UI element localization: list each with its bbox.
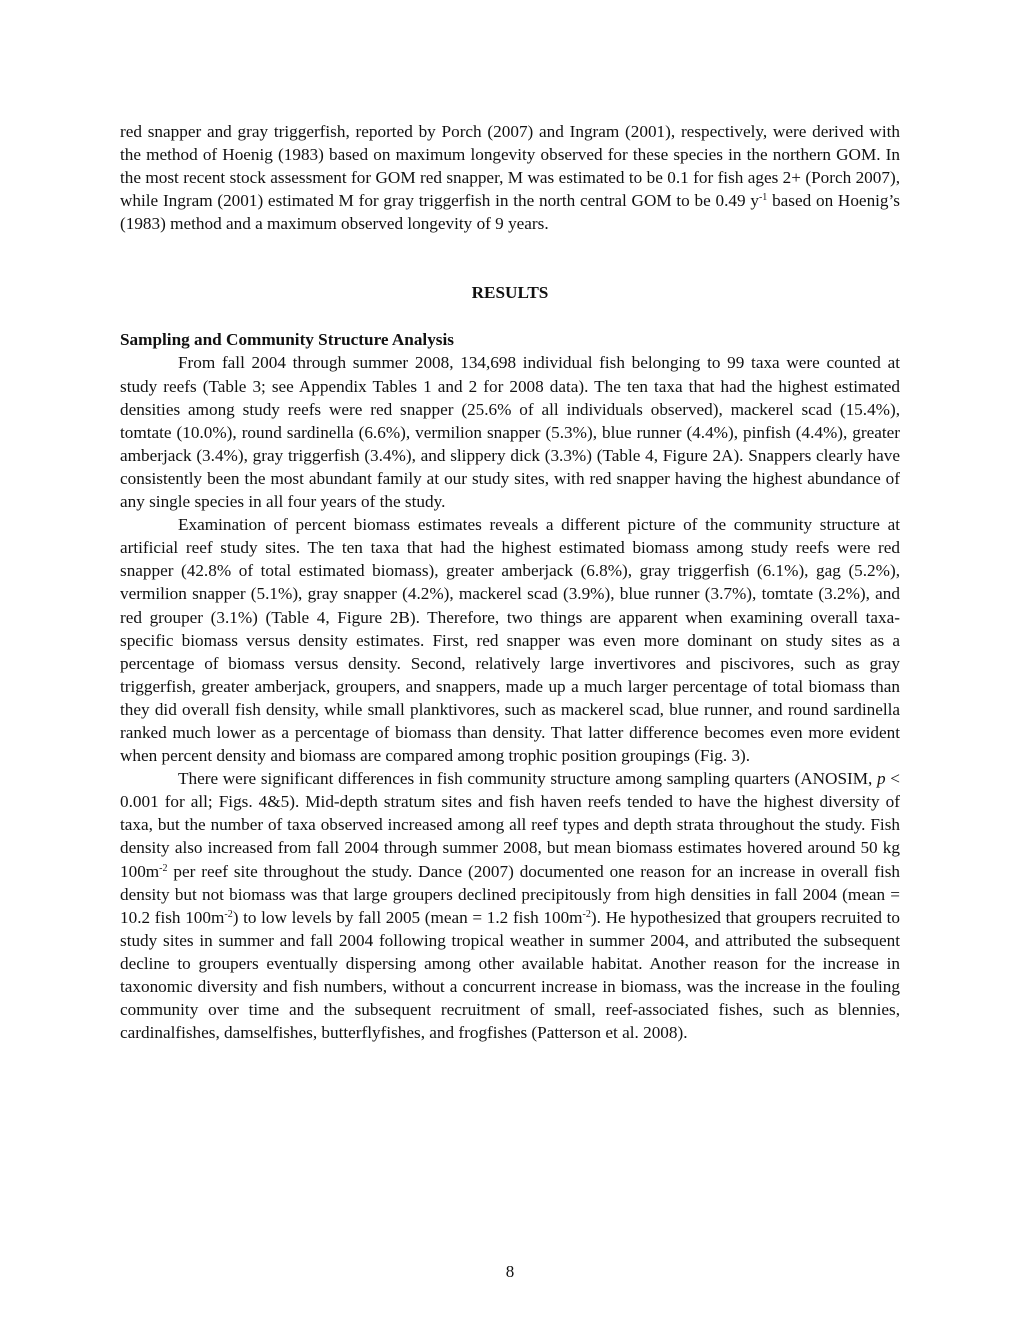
para3-text-3: per reef site throughout the study. Dance (2007) documented one reason for an increase in overall fish density but not biomass was that large groupers declined precipitously from high densities in fall 2004 (mean = 10.2 fish 100m	[120, 861, 900, 927]
paragraph-biomass: Examination of percent biomass estimates reveals a different picture of the community structure at artificial reef study sites. The ten taxa that had the highest estimated biomass among study reefs were red snapper (42.8% of total estimated biomass), greater amberjack (6.8%), gray triggerfish (6.1%), gag (5.2%), vermilion snapper (5.1%), gray snapper (4.2%), mackerel scad (3.9%), blue runner (3.7%), tomtate (3.2%), and red grouper (3.1%) (Table 4, Figure 2B). Therefore, two things are apparent when examining overall taxa-specific biomass versus density estimates. First, red snapper was even more dominant on study sites as a percentage of biomass versus density. Second, relatively large invertivores and piscivores, such as gray triggerfish, greater amberjack, groupers, and snappers, made up a much larger percentage of total biomass than they did overall fish density, while small planktivores, such as mackerel scad, blue runner, and round sardinella ranked much lower as a percentage of biomass than density. That latter difference becomes even more evident when percent density and biomass are compared among trophic position groupings (Fig. 3).	[120, 515, 900, 766]
para3-text-5: ). He hypothesized that groupers recruited to study sites in summer and fall 2004 following tropical weather in summer 2004, and attributed the subsequent decline to groupers eventually dispersing among other available habitat. Another reason for the increase in taxonomic diversity and fish numbers, without a concurrent increase in biomass, was the increase in the fouling community over time and the subsequent recruitment of small, reef-associated fishes, such as blennies, cardinalfishes, damselfishes, butterflyfishes, and frogfishes (Patterson et al. 2008).	[120, 907, 901, 1043]
intro-text-part2: based on Hoenig’s (1983) method and a maximum observed longevity of 9 years.	[120, 191, 900, 234]
page-number: 8	[505, 1262, 515, 1281]
paragraph-community-structure	[120, 767, 900, 1044]
para3-text-1: There were significant differences in fish community structure among sampling quarters (ANOSIM,	[178, 769, 878, 789]
superscript: -1	[758, 192, 768, 204]
section-heading: RESULTS	[471, 283, 549, 303]
para3-text-4: ) to low levels by fall 2005 (mean = 1.2 fish 100m	[232, 907, 583, 927]
intro-text-part1: red snapper and gray triggerfish, reported by Porch (2007) and Ingram (2001), respectively, were derived with the method of Hoenig (1983) based on maximum longevity observed for these species in the northern GOM. In the most recent stock assessment for GOM red snapper, M was estimated to be 0.1 for fish ages 2+ (Porch 2007), while Ingram (2001) estimated M for gray triggerfish in the north central GOM to be 0.49 y	[120, 122, 900, 211]
p-value-symbol: p	[877, 769, 886, 789]
intro-paragraph	[120, 120, 900, 235]
superscript: -2	[582, 908, 591, 920]
document-body	[120, 120, 900, 1044]
subsection-heading: Sampling and Community Structure Analysis	[120, 330, 454, 350]
superscript: -2	[224, 908, 233, 920]
superscript: -2	[159, 862, 168, 874]
para3-text-2: < 0.001 for all; Figs. 4&5). Mid-depth stratum sites and fish haven reefs tended to have the highest diversity of taxa, but the number of taxa observed increased among all reef types and depth strata throughout the study. Fish density also increased from fall 2004 through summer 2008, but mean biomass estimates hovered around 50 kg 100m	[120, 769, 901, 881]
paragraph-density: From fall 2004 through summer 2008, 134,698 individual fish belonging to 99 taxa were counted at study reefs (Table 3; see Appendix Tables 1 and 2 for 2008 data). The ten taxa that had the highest estimated densities among study reefs were red snapper (25.6% of all individuals observed), mackerel scad (15.4%), tomtate (10.0%), round sardinella (6.6%), vermilion snapper (5.3%), blue runner (4.4%), pinfish (4.4%), greater amberjack (3.4%), gray triggerfish (3.4%), and slippery dick (3.3%) (Table 4, Figure 2A). Snappers clearly have consistently been the most abundant family at our study sites, with red snapper having the highest abundance of any single species in all four years of the study.	[120, 353, 900, 512]
